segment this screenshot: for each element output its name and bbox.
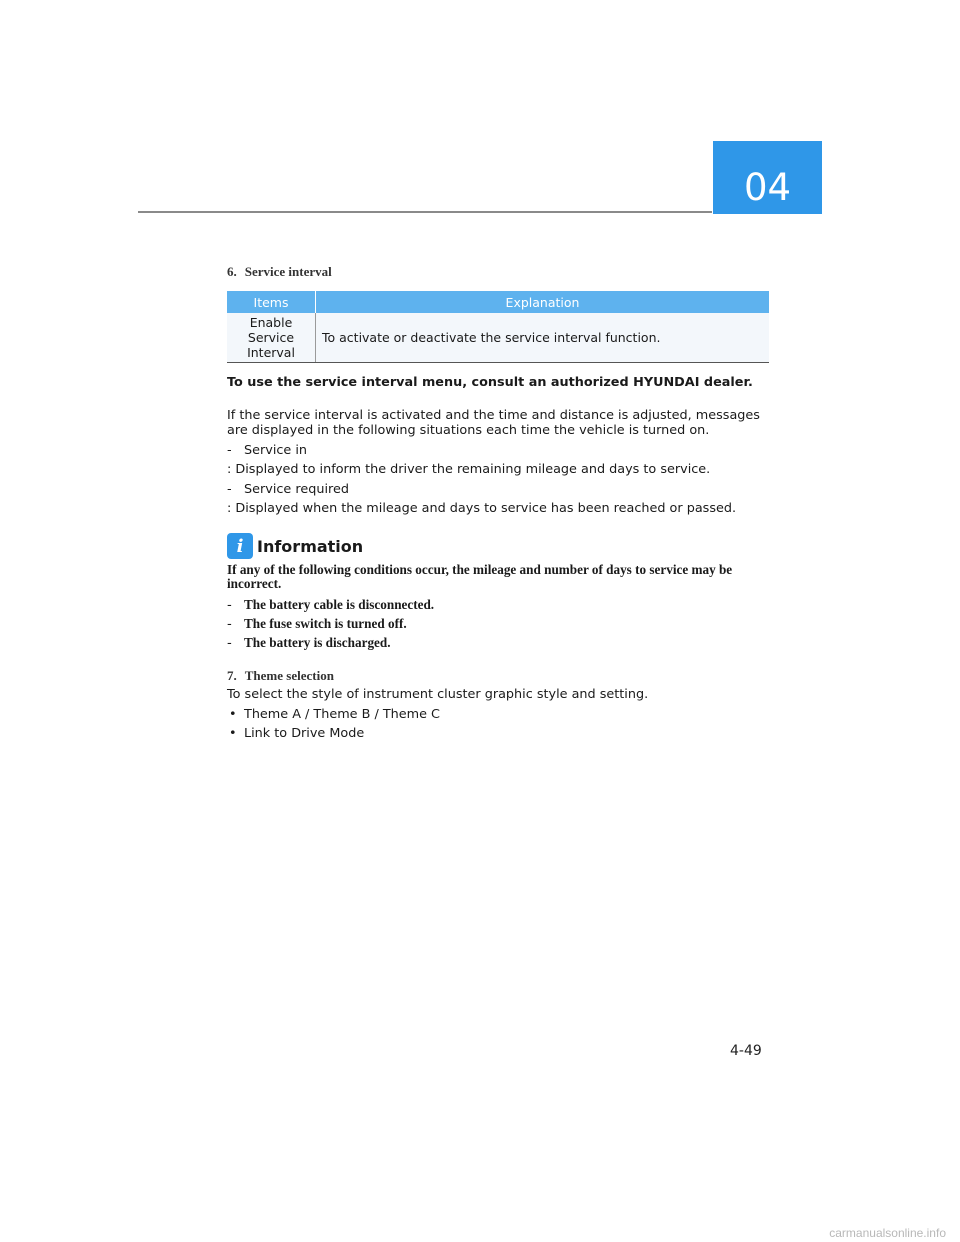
section-6-heading (227, 264, 332, 280)
service-interval-paragraph: If the service interval is activated and the time and distance is adjusted, messages are displayed in the following situations each time the vehicle is turned on. (227, 408, 760, 438)
watermark: carmanualsonline.info (829, 1226, 946, 1240)
list-item (227, 726, 364, 741)
section-6-number: 6. (227, 264, 237, 279)
list-item (227, 707, 440, 722)
information-bullet (227, 597, 434, 613)
item-line: Service (247, 330, 295, 345)
info-icon: i (227, 533, 253, 559)
information-header (227, 533, 363, 559)
item-line: Interval (247, 345, 295, 360)
information-bullet-text: The fuse switch is turned off. (244, 616, 407, 631)
list-item-label: Service in (244, 443, 308, 458)
dash-marker: - (227, 636, 232, 651)
information-bullet (227, 635, 391, 651)
information-bullet (227, 616, 407, 632)
column-header-explanation: Explanation (316, 291, 770, 313)
list-item-description: : Displayed to inform the driver the remaining mileage and days to service. (227, 462, 711, 477)
section-6-title: Service interval (244, 264, 332, 279)
table-row (227, 313, 769, 363)
list-item-label: Service required (244, 482, 349, 497)
information-title: Information (257, 536, 364, 556)
list-item-service-in (227, 443, 307, 458)
table-cell-item (227, 313, 316, 363)
section-7-title: Theme selection (244, 668, 334, 683)
section-7-number: 7. (227, 668, 237, 683)
table-header-row (227, 291, 769, 313)
list-item-service-required (227, 482, 349, 497)
dash-marker: - (227, 482, 232, 497)
list-item-label: Theme A / Theme B / Theme C (244, 707, 440, 722)
list-item-label: Link to Drive Mode (244, 726, 365, 741)
table-cell-explanation: To activate or deactivate the service interval function. (316, 313, 770, 363)
chapter-tab (713, 141, 822, 214)
item-line: Enable (249, 315, 293, 330)
column-header-items: Items (227, 291, 316, 313)
information-bullet-text: The battery cable is disconnected. (244, 597, 435, 612)
chapter-number: 04 (743, 166, 792, 209)
dash-marker: - (227, 598, 232, 613)
header-rule (138, 211, 712, 213)
information-bullet-text: The battery is discharged. (244, 635, 391, 650)
bullet-dot: • (229, 707, 237, 722)
page-number: 4-49 (730, 1043, 762, 1059)
dash-marker: - (227, 443, 232, 458)
dash-marker: - (227, 617, 232, 632)
service-interval-table (227, 291, 769, 363)
list-item-description: : Displayed when the mileage and days to service has been reached or passed. (227, 501, 737, 516)
bullet-dot: • (229, 726, 237, 741)
section-7-heading (227, 668, 334, 684)
theme-paragraph: To select the style of instrument cluster graphic style and setting. (227, 687, 649, 702)
dealer-note: To use the service interval menu, consult an authorized HYUNDAI dealer. (227, 375, 753, 390)
information-text: If any of the following conditions occur, the mileage and number of days to service may be incorrect. (227, 562, 733, 591)
